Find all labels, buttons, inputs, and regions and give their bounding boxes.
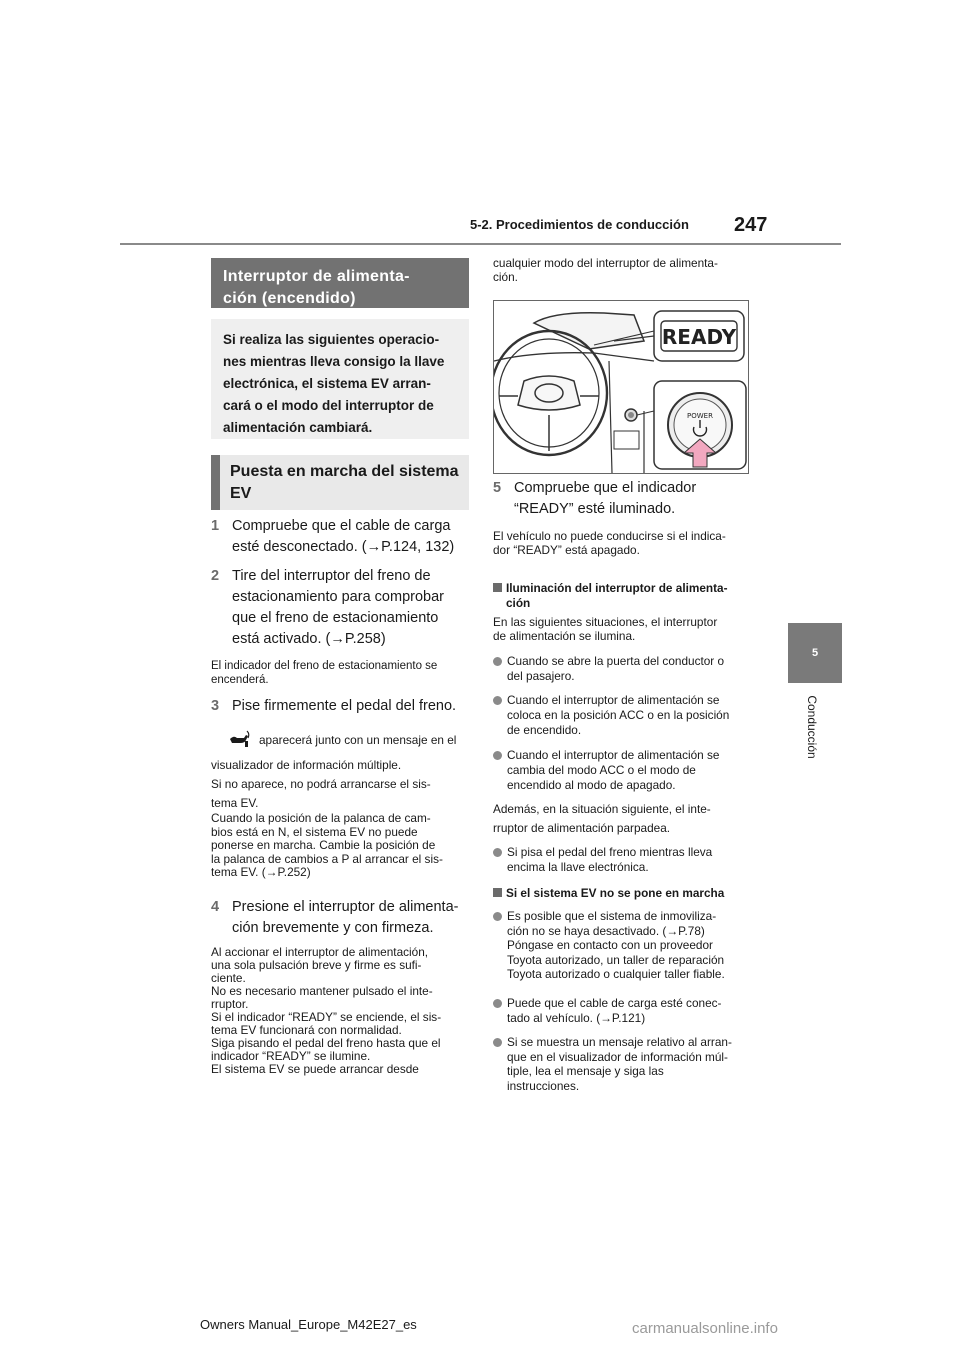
section-marker-icon — [493, 583, 502, 592]
note-line: Si el indicador “READY” se enciende, el sis- — [211, 1010, 442, 1024]
list-item — [493, 1035, 755, 1095]
text-line: encima la llave electrónica. — [507, 860, 649, 874]
text-line: cualquier modo del interruptor de alimenta- — [493, 256, 718, 270]
bullet-text — [507, 1035, 732, 1093]
section-power-switch-lighting — [493, 581, 755, 611]
heading-start-ev — [211, 455, 469, 510]
step-number: 1 — [211, 518, 220, 534]
bullet-icon — [493, 657, 502, 666]
text-line: rruptor de alimentación parpadea. — [493, 821, 671, 835]
note-line: alimentación cambiará. — [223, 420, 373, 435]
bullet-text — [507, 845, 712, 875]
page-number: 247 — [734, 214, 768, 236]
watermark: carmanualsonline.info — [632, 1320, 778, 1337]
step-line: Tire del interruptor del freno de — [232, 568, 431, 584]
text-line: Cuando el interruptor de alimentación se — [507, 693, 720, 707]
note-line: ciente. — [211, 971, 246, 985]
text-line: Es posible que el sistema de inmoviliza- — [507, 909, 717, 923]
text-line: Toyota autorizado o cualquier taller fiable. — [507, 967, 725, 981]
note-line: El indicador del freno de estacionamiento se — [211, 660, 438, 672]
step-3 — [211, 696, 481, 718]
note-lines — [211, 756, 473, 813]
text-line: de encendido. — [507, 723, 582, 737]
text-line: instrucciones. — [507, 1078, 580, 1093]
list-item — [493, 845, 755, 875]
heading-line: ción (encendido) — [223, 290, 356, 307]
note-line: Al accionar el interruptor de alimentación, — [211, 945, 429, 959]
step-5 — [493, 478, 755, 522]
bullet-icon — [493, 912, 502, 921]
chapter-tab — [788, 623, 842, 683]
continued-text — [493, 256, 755, 284]
step-line: ción brevemente y con firmeza. — [232, 920, 434, 936]
note-line: dor “READY” está apagado. — [493, 543, 640, 557]
text-line: del pasajero. — [507, 669, 575, 683]
note-line: No es necesario mantener pulsado el inte- — [211, 984, 433, 998]
list-item — [493, 693, 755, 738]
bullet-text — [507, 996, 721, 1026]
step-line: estacionamiento para comprobar — [232, 589, 444, 605]
list-item — [493, 996, 755, 1026]
bullet-icon — [493, 696, 502, 705]
step-4-note — [211, 946, 473, 1076]
note-line: tema EV. (→P.252) — [211, 865, 311, 879]
heading-line: Interruptor de alimenta- — [223, 268, 410, 285]
step-text — [232, 696, 456, 717]
step-number: 3 — [211, 698, 220, 714]
note-line: rruptor. — [211, 997, 249, 1011]
section-title: 5-2. Procedimientos de conducción — [470, 217, 689, 232]
ready-indicator-label: READY — [661, 325, 737, 349]
text-line: Cuando se abre la puerta del conductor o — [507, 654, 725, 668]
step-line: está activado. (→P.258) — [232, 631, 386, 647]
chapter-label: Conducción — [805, 695, 819, 759]
power-switch-figure — [493, 300, 749, 474]
note-line: Cuando la posición de la palanca de cam- — [211, 811, 431, 825]
text-line: tiple, lea el mensaje y siga las — [507, 1064, 664, 1078]
text-line: Si se muestra un mensaje relativo al arran- — [507, 1035, 732, 1049]
text-line: En las siguientes situaciones, el interruptor — [493, 615, 718, 629]
text-line: Póngase en contacto con un proveedor — [507, 938, 713, 952]
intro-note — [211, 319, 469, 439]
note-line: Si no aparece, no podrá arrancarse el sis- — [211, 777, 431, 791]
note-line: nes mientras lleva consigo la llave — [223, 354, 445, 369]
text-line: que en el visualizador de información múl- — [507, 1049, 728, 1064]
power-button-label: POWER — [687, 412, 713, 420]
note-line: indicador “READY” se ilumine. — [211, 1049, 371, 1063]
step-2-note — [211, 659, 481, 687]
list-item — [493, 909, 755, 984]
bullet-text — [507, 909, 725, 982]
step-1 — [211, 516, 481, 560]
step-line: esté desconectado. (→P.124, 132) — [232, 539, 455, 555]
brake-icon-line — [211, 733, 473, 751]
heading-power-switch — [211, 258, 469, 308]
step-4 — [211, 897, 481, 941]
step-3-note-2 — [211, 812, 473, 880]
bullet-icon — [493, 848, 502, 857]
note-line: Si realiza las siguientes operacio- — [223, 332, 440, 347]
note-line: tema EV funcionará con normalidad. — [211, 1023, 402, 1037]
section-1-extra — [493, 800, 755, 838]
note-line: visualizador de información múltiple. — [211, 758, 402, 772]
bullet-text — [507, 748, 719, 793]
text-line: cambia del modo ACC o el modo de — [507, 763, 696, 777]
chapter-number: 5 — [811, 647, 819, 659]
note-line: cará o el modo del interruptor de — [223, 398, 434, 413]
step-line: “READY” esté iluminado. — [514, 501, 676, 517]
step-3-note — [211, 733, 473, 813]
bullet-icon — [493, 1038, 502, 1047]
step-text — [232, 516, 454, 558]
step-number: 2 — [211, 568, 220, 584]
bullet-text — [507, 654, 724, 684]
step-text — [232, 897, 458, 939]
section-title-text: Si el sistema EV no se pone en marcha — [506, 886, 725, 900]
text-line: ción. — [493, 270, 518, 284]
header-divider — [120, 243, 841, 245]
step-line: Compruebe que el cable de carga — [232, 518, 451, 534]
text-line: encendido al modo de apagado. — [507, 778, 676, 792]
note-line: electrónica, el sistema EV arran- — [223, 376, 431, 391]
title-line: ción — [506, 596, 531, 610]
list-item — [493, 654, 755, 684]
text-line: Cuando el interruptor de alimentación se — [507, 748, 720, 762]
step-number: 4 — [211, 899, 220, 915]
section-ev-not-starting — [493, 886, 755, 902]
note-line: una sola pulsación breve y firme es sufi- — [211, 958, 422, 972]
chapter-label-wrap — [800, 692, 824, 772]
note-line: ponerse en marcha. Cambie la posición de — [211, 838, 436, 852]
text-line: Si pisa el pedal del freno mientras lleva — [507, 845, 713, 859]
section-1-intro — [493, 615, 755, 643]
step-line: que el freno de estacionamiento — [232, 610, 439, 626]
bullet-text — [507, 693, 729, 738]
step-line: Pise firmemente el pedal del freno. — [232, 698, 457, 714]
note-line: la palanca de cambios a P al arrancar el sis- — [211, 851, 443, 866]
bullet-icon — [493, 751, 502, 760]
step-line: Presione el interruptor de alimenta- — [232, 899, 459, 915]
section-title-text — [506, 581, 728, 611]
note-line: aparecerá junto con un mensaje en el — [259, 733, 457, 747]
text-line: Además, en la situación siguiente, el inte- — [493, 802, 711, 816]
step-line: Compruebe que el indicador — [514, 480, 697, 496]
note-line: Siga pisando el pedal del freno hasta que el — [211, 1036, 441, 1050]
text-line: coloca en la posición ACC o en la posición — [507, 708, 730, 722]
brake-pedal-icon — [228, 729, 252, 749]
note-line: El sistema EV se puede arrancar desde — [211, 1062, 419, 1076]
note-line: encenderá. — [211, 674, 269, 686]
step-number: 5 — [493, 480, 502, 496]
dashboard-illustration — [494, 301, 748, 473]
heading-line: EV — [230, 485, 252, 502]
note-line: tema EV. — [211, 796, 259, 810]
manual-id: Owners Manual_Europe_M42E27_es — [200, 1317, 417, 1332]
step-text — [232, 566, 444, 650]
text-line: ción no se haya desactivado. (→P.78) — [507, 923, 705, 938]
text-line: de alimentación se ilumina. — [493, 629, 636, 643]
note-line: bios está en N, el sistema EV no puede — [211, 824, 418, 839]
step-5-note — [493, 529, 755, 557]
text-line: Toyota autorizado, un taller de reparación — [507, 952, 725, 967]
note-line: El vehículo no puede conducirse si el indica- — [493, 529, 726, 543]
text-line: Puede que el cable de carga esté conec- — [507, 996, 722, 1010]
bullet-icon — [493, 999, 502, 1008]
heading-line: Puesta en marcha del sistema — [230, 463, 459, 480]
section-marker-icon — [493, 888, 502, 897]
list-item — [493, 748, 755, 793]
title-line: Iluminación del interruptor de alimenta- — [506, 581, 728, 595]
step-2 — [211, 566, 481, 652]
text-line: tado al vehículo. (→P.121) — [507, 1011, 646, 1025]
step-text — [514, 478, 696, 520]
